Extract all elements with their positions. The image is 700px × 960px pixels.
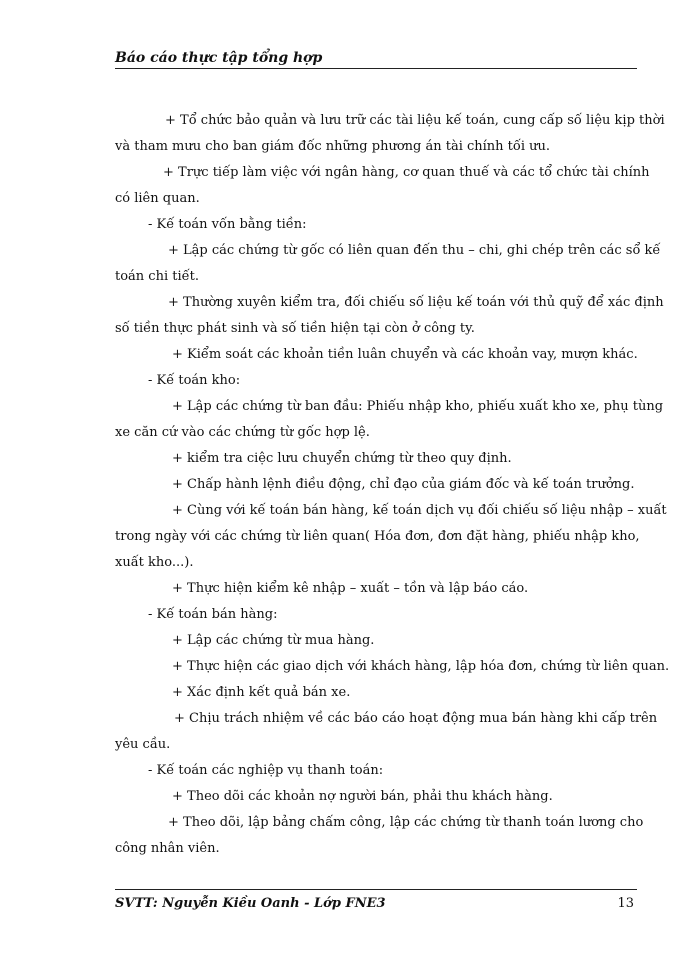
body-line: toán chi tiết.: [115, 269, 199, 284]
footer-author: SVTT: Nguyễn Kiều Oanh - Lớp FNE3: [115, 896, 386, 911]
body-line: + Theo dõi các khoản nợ người bán, phải thu khách hàng.: [172, 789, 553, 804]
body-line: - Kế toán kho:: [148, 373, 241, 388]
body-line: trong ngày với các chứng từ liên quan( Hóa đơn, đơn đặt hàng, phiếu nhập kho,: [115, 529, 640, 544]
body-line: - Kế toán vốn bằng tiền:: [148, 217, 307, 232]
body-line: - Kế toán các nghiệp vụ thanh toán:: [148, 763, 384, 778]
body-line: + Xác định kết quả bán xe.: [172, 685, 351, 700]
body-line: + Thực hiện các giao dịch với khách hàng, lập hóa đơn, chứng từ liên quan.: [172, 659, 670, 674]
body-line: có liên quan.: [115, 191, 200, 206]
body-line: + Trực tiếp làm việc với ngân hàng, cơ quan thuế và các tổ chức tài chính: [163, 165, 650, 180]
header-title: Báo cáo thực tập tổng hợp: [115, 50, 323, 66]
page-number: 13: [617, 896, 634, 911]
body-line: + Lập các chứng từ gốc có liên quan đến thu – chi, ghi chép trên các sổ kế: [168, 243, 661, 258]
body-line: + Tổ chức bảo quản và lưu trữ các tài liệu kế toán, cung cấp số liệu kịp thời: [165, 113, 665, 128]
body-line: xuất kho...).: [115, 555, 194, 570]
body-line: + Lập các chứng từ mua hàng.: [172, 633, 375, 648]
body-line: yêu cầu.: [115, 737, 171, 752]
body-line: + Chấp hành lệnh điều động, chỉ đạo của giám đốc và kế toán trưởng.: [172, 477, 635, 492]
header-rule: [115, 68, 637, 69]
body-line: công nhân viên.: [115, 841, 220, 856]
body-line: - Kế toán bán hàng:: [148, 607, 278, 622]
body-line: xe căn cứ vào các chứng từ gốc hợp lệ.: [115, 425, 370, 440]
body-line: + Lập các chứng từ ban đầu: Phiếu nhập kho, phiếu xuất kho xe, phụ tùng: [172, 399, 664, 414]
body-line: + Thực hiện kiểm kê nhập – xuất – tồn và lập báo cáo.: [172, 581, 529, 596]
body-line: + Theo dõi, lập bảng chấm công, lập các chứng từ thanh toán lương cho: [168, 815, 644, 830]
body-line: + Chịu trách nhiệm về các báo cáo hoạt động mua bán hàng khi cấp trên: [174, 711, 658, 726]
body-line: + kiểm tra ciệc lưu chuyển chứng từ theo quy định.: [172, 451, 512, 466]
body-line: số tiền thực phát sinh và số tiền hiện tại còn ở công ty.: [115, 321, 475, 336]
body-line: + Cùng với kế toán bán hàng, kế toán dịch vụ đối chiếu số liệu nhập – xuất: [172, 503, 667, 518]
footer-rule: [115, 889, 637, 890]
body-line: + Thường xuyên kiểm tra, đối chiếu số liệu kế toán với thủ quỹ để xác định: [168, 295, 664, 310]
body-line: + Kiểm soát các khoản tiền luân chuyển và các khoản vay, mượn khác.: [172, 347, 638, 362]
body-line: và tham mưu cho ban giám đốc những phương án tài chính tối ưu.: [115, 139, 551, 154]
